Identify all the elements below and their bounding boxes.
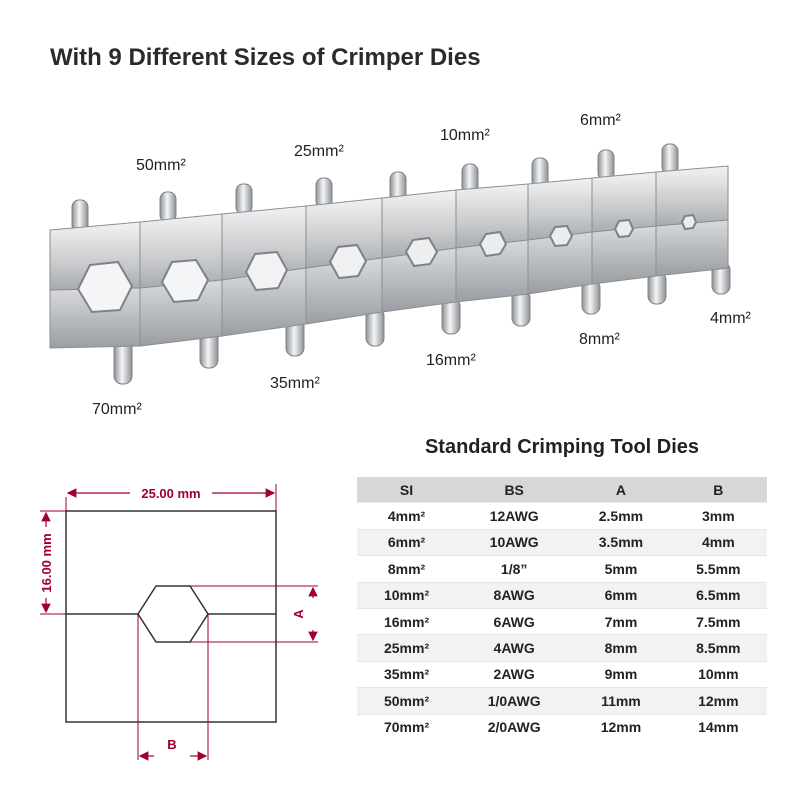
table-cell: 6mm xyxy=(572,582,669,608)
table-row xyxy=(357,608,767,634)
table-row xyxy=(357,714,767,740)
die-size-label: 70mm² xyxy=(92,401,142,418)
table-cell: 2/0AWG xyxy=(456,714,572,740)
table-cell: 7mm xyxy=(572,608,669,634)
column-header: BS xyxy=(456,477,572,503)
die-size-label: 25mm² xyxy=(294,143,344,160)
table-cell: 2.5mm xyxy=(572,503,669,529)
table-row xyxy=(357,503,767,529)
table-cell: 16mm² xyxy=(357,608,456,634)
table-cell: 8.5mm xyxy=(670,635,767,661)
table-cell: 6.5mm xyxy=(670,582,767,608)
table-cell: 70mm² xyxy=(357,714,456,740)
a-dimension-label: A xyxy=(291,609,306,619)
table-cell: 35mm² xyxy=(357,661,456,687)
table-row xyxy=(357,582,767,608)
table-cell: 1/0AWG xyxy=(456,688,572,714)
table-cell: 8mm xyxy=(572,635,669,661)
table-cell: 3.5mm xyxy=(572,529,669,555)
dies-spec-table xyxy=(357,477,767,740)
table-cell: 1/8” xyxy=(456,556,572,582)
die-size-label: 16mm² xyxy=(426,352,476,369)
table-cell: 3mm xyxy=(670,503,767,529)
table-row xyxy=(357,529,767,555)
table-cell: 14mm xyxy=(670,714,767,740)
table-cell: 12mm xyxy=(670,688,767,714)
hexagon-opening xyxy=(138,586,208,642)
table-cell: 4AWG xyxy=(456,635,572,661)
table-cell: 11mm xyxy=(572,688,669,714)
table-cell: 12AWG xyxy=(456,503,572,529)
table-cell: 4mm xyxy=(670,529,767,555)
die-size-label: 50mm² xyxy=(136,157,186,174)
table-cell: 10mm² xyxy=(357,582,456,608)
table-cell: 8AWG xyxy=(456,582,572,608)
table-title: Standard Crimping Tool Dies xyxy=(424,436,700,458)
table-row xyxy=(357,635,767,661)
table-cell: 12mm xyxy=(572,714,669,740)
table-cell: 4mm² xyxy=(357,503,456,529)
table-header-row xyxy=(357,477,767,503)
die-size-label: 10mm² xyxy=(440,127,490,144)
width-dimension-label: 25.00 mm xyxy=(141,486,201,501)
table-cell: 10AWG xyxy=(456,529,572,555)
die-block-outline xyxy=(66,511,276,722)
column-header: SI xyxy=(357,477,456,503)
headline: With 9 Different Sizes of Crimper Dies xyxy=(50,44,481,71)
table-cell: 8mm² xyxy=(357,556,456,582)
table-cell: 6mm² xyxy=(357,529,456,555)
b-dimension-label: B xyxy=(167,737,177,752)
column-header: A xyxy=(572,477,669,503)
table-row xyxy=(357,688,767,714)
table-cell: 50mm² xyxy=(357,688,456,714)
table-cell: 5.5mm xyxy=(670,556,767,582)
table-cell: 5mm xyxy=(572,556,669,582)
column-header: B xyxy=(670,477,767,503)
height-dimension-label: 16.00 mm xyxy=(39,533,54,593)
table-cell: 10mm xyxy=(670,661,767,687)
table-row xyxy=(357,556,767,582)
die-size-label: 35mm² xyxy=(270,375,320,392)
die-size-label: 4mm² xyxy=(710,310,751,327)
table-cell: 2AWG xyxy=(456,661,572,687)
table-cell: 9mm xyxy=(572,661,669,687)
table-cell: 6AWG xyxy=(456,608,572,634)
table-cell: 25mm² xyxy=(357,635,456,661)
die-size-label: 6mm² xyxy=(580,112,621,129)
die-size-label: 8mm² xyxy=(579,331,620,348)
die-dimension-diagram xyxy=(0,470,350,780)
table-row xyxy=(357,661,767,687)
table-cell: 7.5mm xyxy=(670,608,767,634)
